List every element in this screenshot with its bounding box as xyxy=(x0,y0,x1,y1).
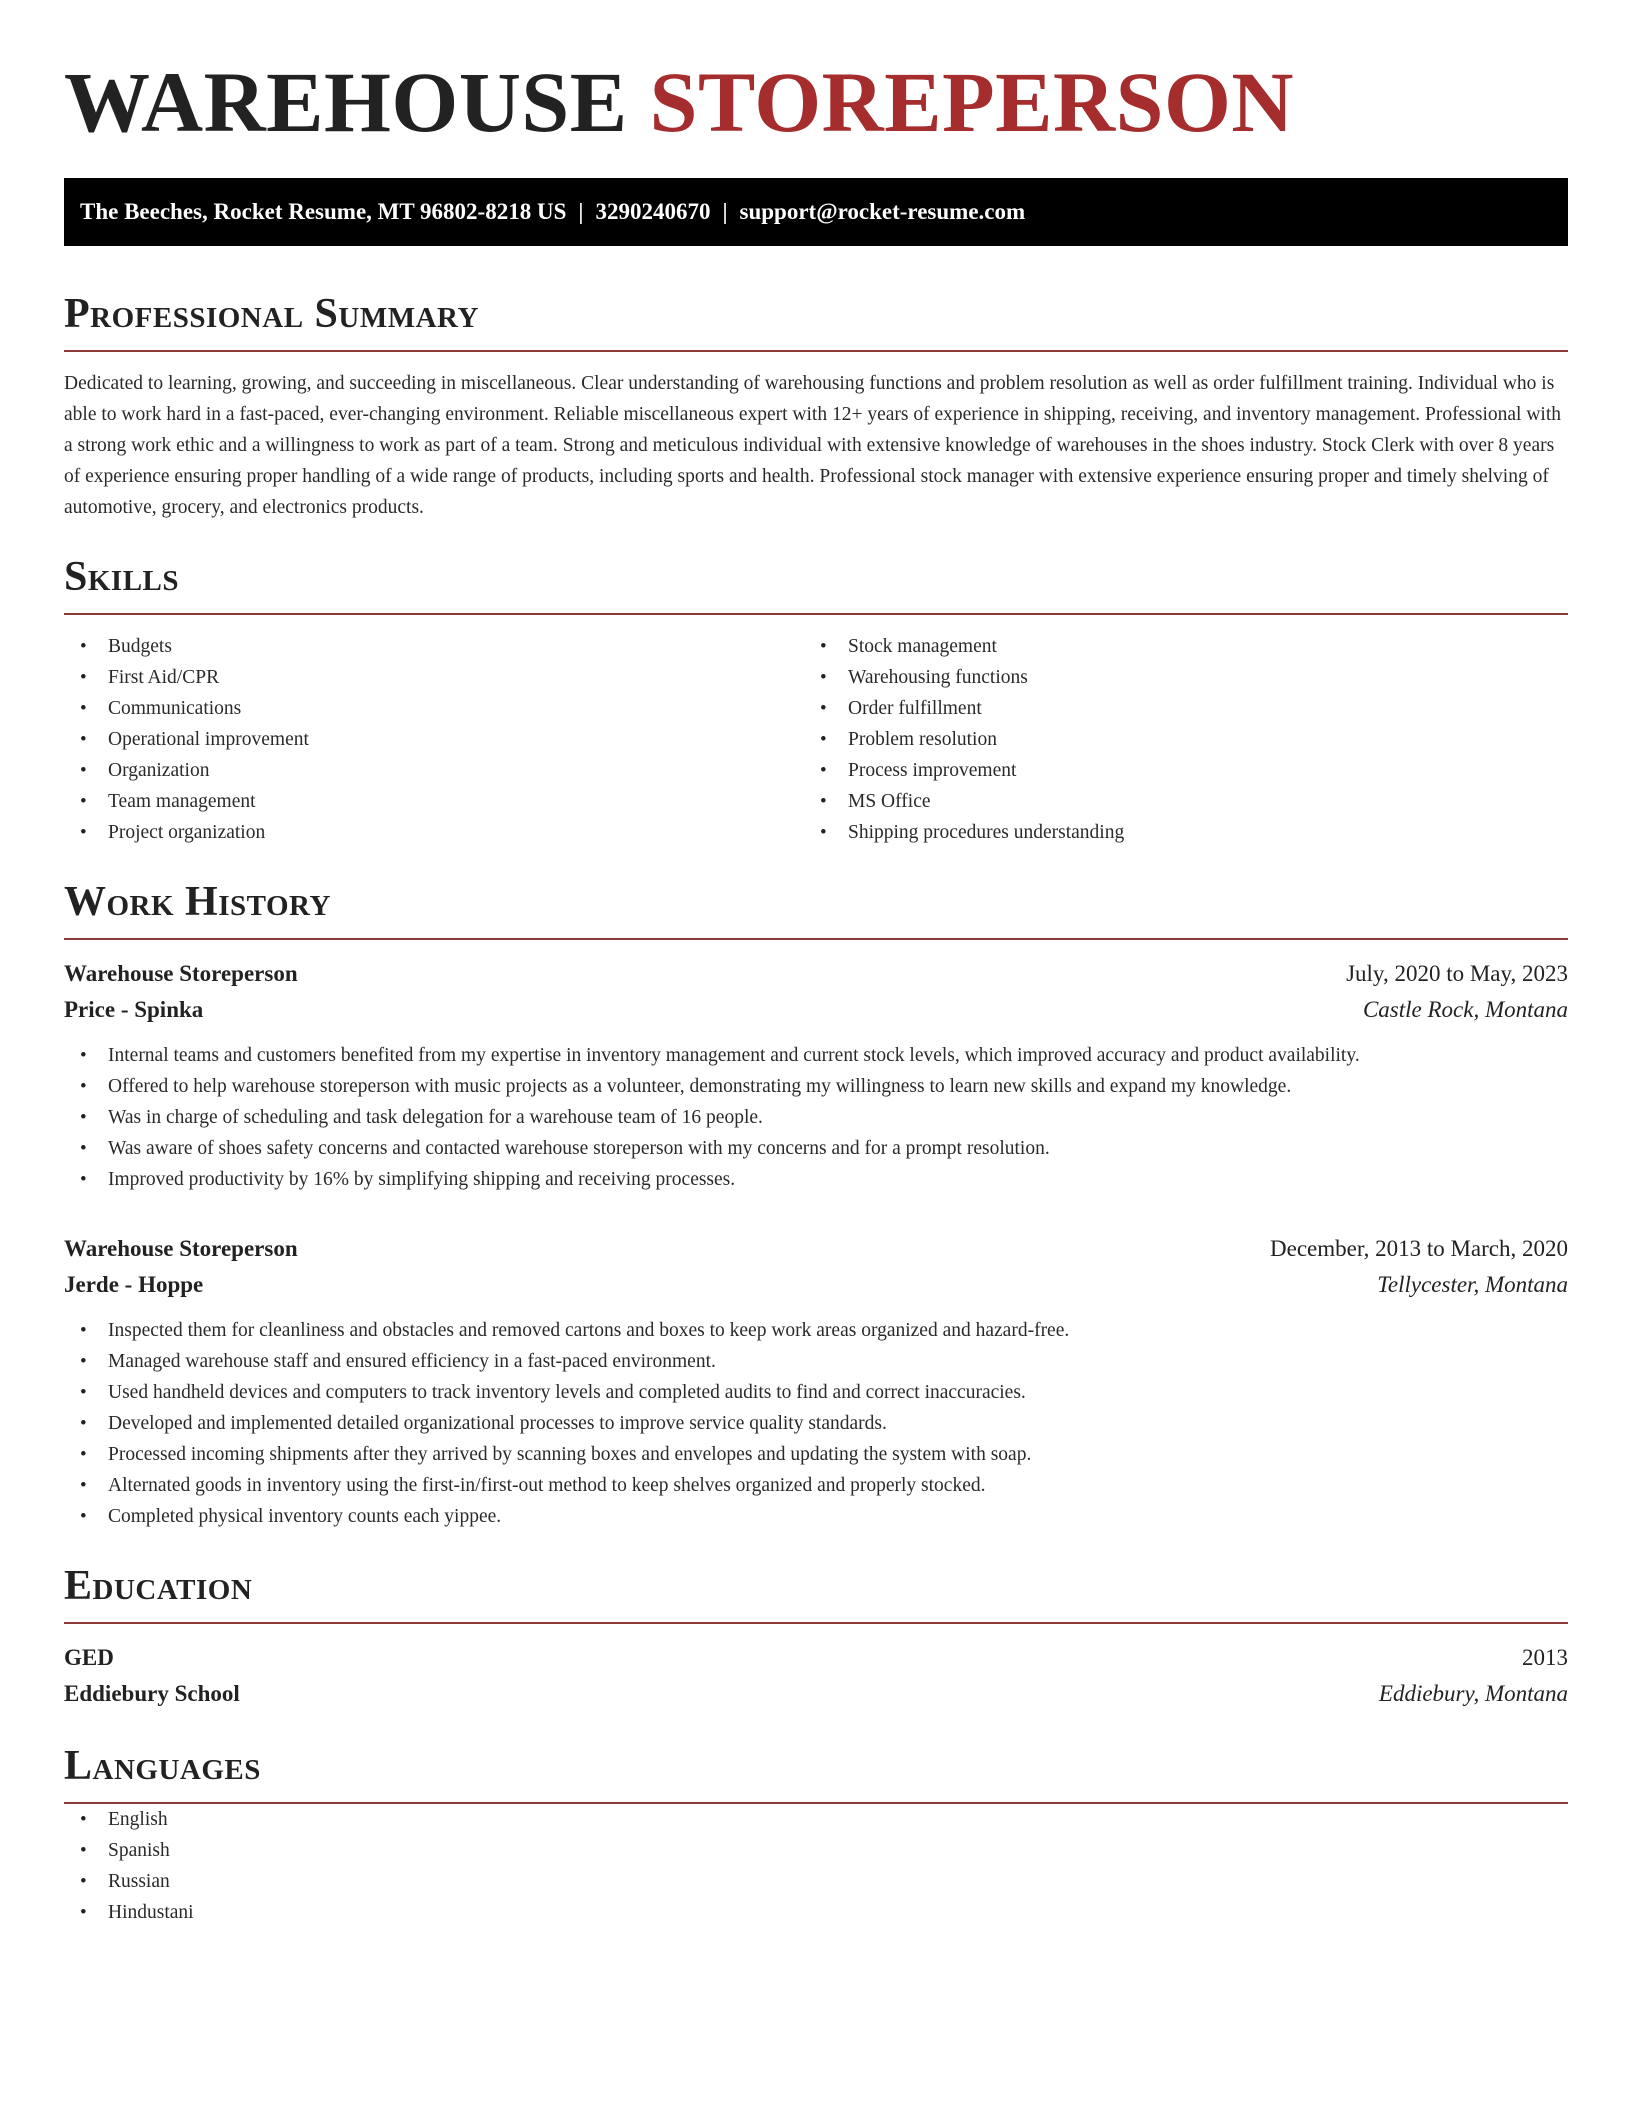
skill-item: • Shipping procedures understanding xyxy=(804,817,1544,848)
job-title-row xyxy=(64,1231,1568,1267)
job-title: Warehouse Storeperson xyxy=(64,961,298,986)
job-title-row xyxy=(64,956,1568,992)
skills-section xyxy=(64,553,1568,848)
skill-item: • Project organization xyxy=(64,817,804,848)
education-degree-row xyxy=(64,1640,1568,1676)
skill-item: • Operational improvement xyxy=(64,724,804,755)
skills-list-right xyxy=(804,631,1544,848)
contact-phone: 3290240670 xyxy=(595,199,711,224)
job-bullet: • Inspected them for cleanliness and obstacles and removed cartons and boxes to keep work areas organized and hazard-free. xyxy=(64,1315,1568,1346)
contact-bar xyxy=(64,178,1568,246)
job-bullet: • Was in charge of scheduling and task delegation for a warehouse team of 16 people. xyxy=(64,1102,1568,1133)
title-primary: WAREHOUSE xyxy=(64,54,628,150)
summary-section xyxy=(64,290,1568,523)
title-accent: STOREPERSON xyxy=(649,54,1294,150)
contact-separator: | xyxy=(578,199,584,224)
languages-section xyxy=(64,1742,1568,1928)
job-company: Jerde - Hoppe xyxy=(64,1272,204,1297)
job-entry xyxy=(64,1231,1568,1532)
skills-heading: Skills xyxy=(64,553,1568,615)
job-company-row xyxy=(64,992,1568,1028)
job-bullet: • Offered to help warehouse storeperson with music projects as a volunteer, demonstrating my willingness to learn new skills and expand my knowledge. xyxy=(64,1071,1568,1102)
job-company: Price - Spinka xyxy=(64,997,204,1022)
education-section xyxy=(64,1562,1568,1712)
work-history-heading: Work History xyxy=(64,878,1568,940)
job-bullets xyxy=(64,1040,1568,1195)
job-company-row xyxy=(64,1267,1568,1303)
skill-item: • Team management xyxy=(64,786,804,817)
skill-item: • Budgets xyxy=(64,631,804,662)
education-year: 2013 xyxy=(1522,1645,1568,1670)
job-bullet: • Internal teams and customers benefited from my expertise in inventory management and current stock levels, which improved accuracy and product availability. xyxy=(64,1040,1568,1071)
language-item: • English xyxy=(64,1804,1568,1835)
job-bullet: • Improved productivity by 16% by simplifying shipping and receiving processes. xyxy=(64,1164,1568,1195)
skill-item: • Order fulfillment xyxy=(804,693,1544,724)
contact-separator: | xyxy=(722,199,728,224)
skill-item: • Problem resolution xyxy=(804,724,1544,755)
education-location: Eddiebury, Montana xyxy=(1378,1681,1568,1706)
job-bullet: • Processed incoming shipments after they arrived by scanning boxes and envelopes and updating the system with soap. xyxy=(64,1439,1568,1470)
skills-list-left xyxy=(64,631,804,848)
summary-heading: Professional Summary xyxy=(64,290,1568,352)
skills-grid xyxy=(64,631,1568,848)
languages-heading: Languages xyxy=(64,1742,1568,1804)
job-bullet: • Used handheld devices and computers to track inventory levels and completed audits to find and correct inaccuracies. xyxy=(64,1377,1568,1408)
job-bullet: • Was aware of shoes safety concerns and contacted warehouse storeperson with my concerns and for a prompt resolution. xyxy=(64,1133,1568,1164)
skill-item: • MS Office xyxy=(804,786,1544,817)
job-bullets xyxy=(64,1315,1568,1532)
job-location: Tellycester, Montana xyxy=(1377,1272,1568,1297)
skill-item: • First Aid/CPR xyxy=(64,662,804,693)
skill-item: • Communications xyxy=(64,693,804,724)
education-school-row xyxy=(64,1676,1568,1712)
language-item: • Spanish xyxy=(64,1835,1568,1866)
job-bullet: • Completed physical inventory counts each yippee. xyxy=(64,1501,1568,1532)
skill-item: • Stock management xyxy=(804,631,1544,662)
language-item: • Hindustani xyxy=(64,1897,1568,1928)
education-degree: GED xyxy=(64,1645,114,1670)
education-entry xyxy=(64,1640,1568,1712)
job-bullet: • Developed and implemented detailed organizational processes to improve service quality standards. xyxy=(64,1408,1568,1439)
job-bullet: • Alternated goods in inventory using the first-in/first-out method to keep shelves organized and properly stocked. xyxy=(64,1470,1568,1501)
job-dates: July, 2020 to May, 2023 xyxy=(1346,961,1568,986)
contact-email: support@rocket-resume.com xyxy=(739,199,1026,224)
skill-item: • Process improvement xyxy=(804,755,1544,786)
summary-text: Dedicated to learning, growing, and succeeding in miscellaneous. Clear understanding of warehousing functions and problem resolution as well as order fulfillment training. Individual who is able to work hard in a fast-paced, ever-changing environment. Reliable miscellaneous expert with 12+ years of experience in shipping, receiving, and inventory management. Professional with a strong work ethic and a willingness to work as part of a team. Strong and meticulous individual with extensive knowledge of warehouses in the shoes industry. Stock Clerk with over 8 years of experience ensuring proper handling of a wide range of products, including sports and health. Professional stock manager with extensive experience ensuring proper and timely shelving of automotive, grocery, and electronics products. xyxy=(64,373,1561,518)
skill-item: • Warehousing functions xyxy=(804,662,1544,693)
education-school: Eddiebury School xyxy=(64,1681,240,1706)
job-location: Castle Rock, Montana xyxy=(1362,997,1568,1022)
job-bullet: • Managed warehouse staff and ensured efficiency in a fast-paced environment. xyxy=(64,1346,1568,1377)
work-history-section xyxy=(64,878,1568,1532)
resume-title xyxy=(64,52,1568,152)
languages-list xyxy=(64,1804,1568,1928)
skill-item: • Organization xyxy=(64,755,804,786)
language-item: • Russian xyxy=(64,1866,1568,1897)
education-heading: Education xyxy=(64,1562,1568,1624)
contact-address: The Beeches, Rocket Resume, MT 96802-8218 US xyxy=(80,199,567,224)
job-dates: December, 2013 to March, 2020 xyxy=(1270,1236,1568,1261)
job-title: Warehouse Storeperson xyxy=(64,1236,298,1261)
job-entry xyxy=(64,956,1568,1195)
